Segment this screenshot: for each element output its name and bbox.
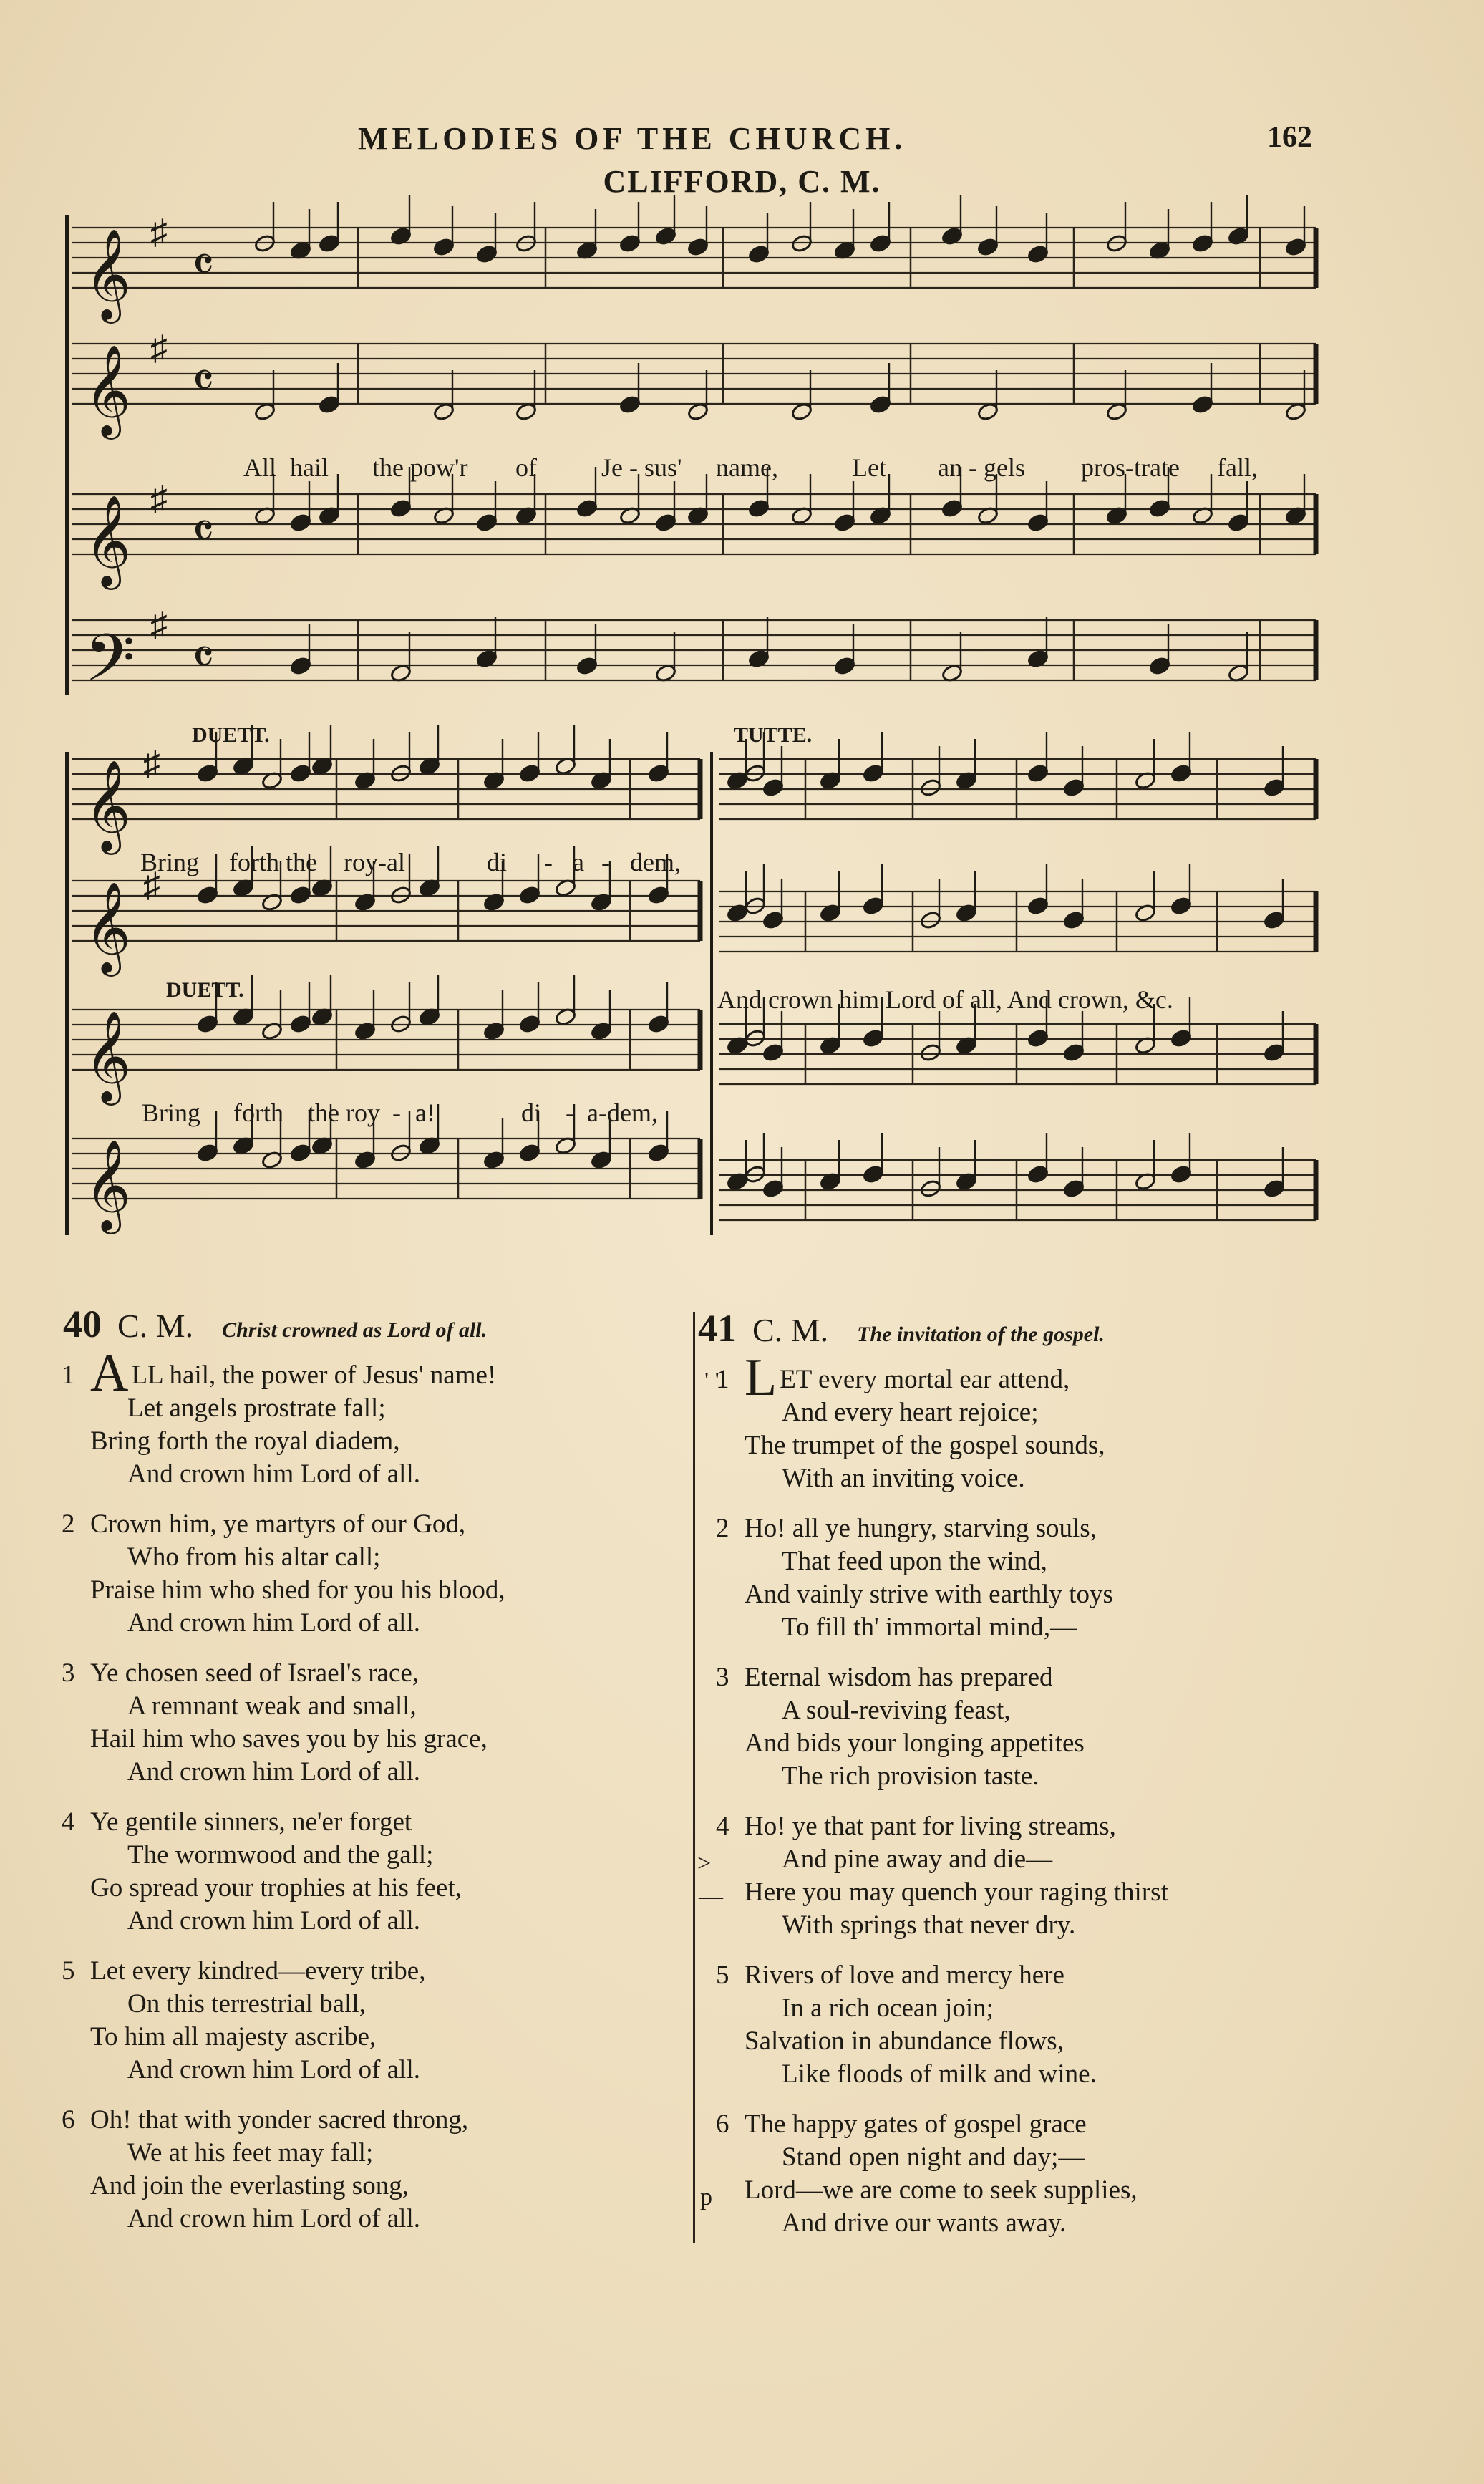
stanza-line <box>62 1806 505 1839</box>
stanza-line: And bids your longing appetites <box>745 1729 1085 1758</box>
sharp-icon: ♯ <box>143 866 160 904</box>
stanza-line: In a rich ocean join; <box>782 1994 994 2023</box>
stanza <box>62 1344 505 1491</box>
stanza-first-line: Rivers of love and mercy here <box>745 1961 1064 1990</box>
hymn-41-heading <box>698 1306 1105 1349</box>
stanza-line: Stand open night and day;— <box>782 2142 1085 2172</box>
stanza-line: And every heart rejoice; <box>782 1398 1039 1427</box>
stanza-line: The trumpet of the gospel sounds, <box>745 1431 1105 1460</box>
common-time-icon: 𝄴 <box>192 238 215 294</box>
stanza <box>62 1508 505 1640</box>
stanza-line <box>716 1959 1168 1992</box>
lyric-syllable: roy-al <box>344 848 405 876</box>
stanza <box>716 1959 1168 2091</box>
lyric-syllable: - <box>566 1098 574 1127</box>
lyric-syllable: di <box>521 1098 542 1127</box>
lyric-syllable: a-dem, <box>587 1098 658 1127</box>
stanza <box>716 1810 1168 1942</box>
lyric-syllable: di <box>487 848 508 876</box>
sharp-icon: ♯ <box>150 213 168 251</box>
stanza-line: And drive our wants away. <box>782 2208 1067 2238</box>
stanza <box>62 1657 505 1789</box>
stanza <box>62 1806 505 1938</box>
stanza <box>62 2104 505 2236</box>
stanza-line: A soul-reviving feast, <box>782 1696 1011 1725</box>
stanza-first-line: Eternal wisdom has prepared <box>745 1663 1053 1692</box>
stanza-line: To him all majesty ascribe, <box>90 2022 377 2052</box>
stanza-line: The rich provision taste. <box>782 1761 1039 1791</box>
treble-clef-icon: 𝄞 <box>84 497 132 584</box>
stanza-line <box>62 1955 505 1988</box>
stanza-first-line: Ye gentile sinners, ne'er forget <box>90 1807 412 1837</box>
stanza-line: And vainly strive with earthly toys <box>745 1580 1113 1609</box>
treble-clef-icon: 𝄞 <box>84 347 132 434</box>
stanza-first-line: Oh! that with yonder sacred throng, <box>90 2105 469 2135</box>
stanza-first-line: Ye chosen seed of Israel's race, <box>90 1658 420 1688</box>
stanza-line: Here you may quench your raging thirst <box>745 1878 1168 1907</box>
lyric-syllable: forth the <box>229 848 317 876</box>
stanza-line: Hail him who saves you by his grace, <box>90 1724 488 1754</box>
label-duett-lower: DUETT. <box>166 978 244 1002</box>
running-title: MELODIES OF THE CHURCH. <box>358 121 907 156</box>
stanza-first-line: LL hail, the power of Jesus' name! <box>131 1361 497 1390</box>
stanza-line: With an inviting voice. <box>782 1464 1025 1493</box>
lyric-syllable: a! <box>415 1098 435 1127</box>
hymn-number: 41 <box>698 1307 737 1350</box>
hymn-subject: Christ crowned as Lord of all. <box>222 1318 488 1342</box>
bass-clef-icon: 𝄢 <box>84 623 135 710</box>
stanza <box>716 1661 1168 1793</box>
treble-clef-icon: 𝄞 <box>84 1141 132 1229</box>
stanza <box>716 2108 1168 2240</box>
verse-number: 3 <box>716 1663 729 1692</box>
stanza-line: Praise him who shed for you his blood, <box>90 1575 505 1605</box>
verse-number: 5 <box>62 1956 75 1986</box>
drop-capital: A <box>90 1344 129 1403</box>
lyric-line: And crown him Lord of all, And crown, &c. <box>717 985 1173 1014</box>
hymn-subject: The invitation of the gospel. <box>857 1323 1105 1346</box>
verse-number: 6 <box>716 2110 729 2139</box>
stanza-line: And crown him Lord of all. <box>127 2204 420 2233</box>
stanza-first-line: ET every mortal ear attend, <box>780 1365 1070 1394</box>
margin-mark: p <box>700 2184 712 2210</box>
treble-clef-icon: 𝄞 <box>84 762 132 849</box>
lyric-syllable: an - gels <box>938 453 1025 482</box>
stanza-line: That feed upon the wind, <box>782 1547 1047 1576</box>
stanza-first-line: Let every kindred—every tribe, <box>90 1956 426 1986</box>
verse-number: 5 <box>716 1961 729 1990</box>
stanza <box>716 1512 1168 1644</box>
label-tutte: TUTTE. <box>734 723 813 747</box>
stanza-line: To fill th' immortal mind,— <box>782 1613 1077 1642</box>
stanza-first-line: Ho! all ye hungry, starving souls, <box>745 1514 1097 1543</box>
margin-mark: ' ' <box>704 1368 719 1394</box>
stanza-line: Let angels prostrate fall; <box>127 1393 386 1423</box>
verse-number: 3 <box>62 1658 75 1688</box>
lyric-syllable: name, <box>716 453 778 482</box>
lyric-syllable: - <box>392 1098 401 1127</box>
lyric-syllable: - <box>601 848 610 876</box>
lyric-syllable: Bring <box>142 1098 201 1127</box>
margin-mark: > <box>697 1850 712 1877</box>
hymn-meter: C. M. <box>752 1312 829 1348</box>
stanza-line: A remnant weak and small, <box>127 1691 417 1721</box>
hymn-number: 40 <box>63 1303 102 1345</box>
stanza-line: And crown him Lord of all. <box>127 1757 420 1787</box>
lyric-syllable: of <box>515 453 537 482</box>
stanza-first-line: Crown him, ye martyrs of our God, <box>90 1509 466 1539</box>
sharp-icon: ♯ <box>150 480 168 518</box>
verse-number: 2 <box>62 1509 75 1539</box>
stanza-line <box>716 1810 1168 1843</box>
lyric-syllable: All <box>243 453 277 482</box>
sharp-icon: ♯ <box>143 745 160 783</box>
verse-number: 4 <box>62 1807 75 1837</box>
stanza-line: We at his feet may fall; <box>127 2138 374 2168</box>
stanza-line <box>62 1344 505 1403</box>
page-number: 162 <box>1267 121 1312 154</box>
stanza-line: With springs that never dry. <box>782 1910 1076 1940</box>
stanza-line: The wormwood and the gall; <box>127 1840 434 1870</box>
stanza <box>716 1348 1168 1495</box>
lyric-syllable: - <box>544 848 553 876</box>
stanza-line <box>716 2108 1168 2141</box>
lyric-syllable: the roy <box>308 1098 380 1127</box>
stanza-line <box>62 2104 505 2137</box>
tune-title: CLIFFORD, C. M. <box>603 164 881 199</box>
lyric-syllable: the pow'r <box>372 453 468 482</box>
lyric-syllable: Je - sus' <box>601 453 682 482</box>
drop-capital: L <box>745 1348 777 1407</box>
stanza-line <box>716 1348 1168 1407</box>
lyric-syllable: pros-trate <box>1081 453 1180 482</box>
column-divider <box>693 1312 695 2243</box>
stanza-line: Like floods of milk and wine. <box>782 2059 1097 2089</box>
verse-number: 2 <box>716 1514 729 1543</box>
hymn-40-text <box>62 1344 505 2253</box>
stanza-line: Lord—we are come to seek supplies, <box>745 2175 1138 2205</box>
hymn-meter: C. M. <box>117 1308 194 1344</box>
treble-clef-icon: 𝄞 <box>84 1013 132 1100</box>
margin-mark: — <box>699 1883 723 1910</box>
stanza-line: And crown him Lord of all. <box>127 1459 420 1489</box>
verse-number: 1 <box>716 1365 729 1394</box>
stanza-line: Salvation in abundance flows, <box>745 2026 1064 2056</box>
stanza-line: And crown him Lord of all. <box>127 2055 420 2084</box>
lyric-syllable: Bring <box>140 848 200 876</box>
treble-clef-icon: 𝄞 <box>84 884 132 971</box>
stanza-line <box>716 1661 1168 1694</box>
label-duett-upper: DUETT. <box>192 723 270 747</box>
stanza-line: Who from his altar call; <box>127 1542 381 1572</box>
stanza-first-line: The happy gates of gospel grace <box>745 2110 1087 2139</box>
sharp-icon: ♯ <box>150 606 168 644</box>
stanza-line: And crown him Lord of all. <box>127 1906 420 1936</box>
lyric-syllable: Let <box>852 453 886 482</box>
stanza-line <box>62 1508 505 1541</box>
sharp-icon: ♯ <box>150 329 168 367</box>
stanza-line: And join the everlasting song, <box>90 2171 409 2200</box>
verse-number: 1 <box>62 1361 75 1390</box>
hymn-41-text <box>716 1348 1168 2257</box>
verse-number: 6 <box>62 2105 75 2135</box>
common-time-icon: 𝄴 <box>192 354 215 410</box>
lyric-syllable: hail <box>290 453 329 482</box>
lyric-syllable: dem, <box>630 848 681 876</box>
stanza-line: Go spread your trophies at his feet, <box>90 1873 462 1903</box>
stanza-line: And pine away and die— <box>782 1845 1053 1874</box>
common-time-icon: 𝄴 <box>192 631 215 686</box>
hymn-40-heading <box>63 1302 487 1345</box>
stanza-line <box>62 1657 505 1690</box>
treble-clef-icon: 𝄞 <box>84 231 132 318</box>
common-time-icon: 𝄴 <box>192 505 215 560</box>
stanza-line <box>716 1512 1168 1545</box>
verse-number: 4 <box>716 1812 729 1841</box>
lyric-syllable: fall, <box>1217 453 1258 482</box>
lyric-syllable: a <box>573 848 584 876</box>
stanza-line: And crown him Lord of all. <box>127 1608 420 1638</box>
stanza-first-line: Ho! ye that pant for living streams, <box>745 1812 1116 1841</box>
stanza-line: Bring forth the royal diadem, <box>90 1426 400 1456</box>
stanza-line: On this terrestrial ball, <box>127 1989 366 2019</box>
stanza <box>62 1955 505 2087</box>
lyric-syllable: forth <box>233 1098 283 1127</box>
